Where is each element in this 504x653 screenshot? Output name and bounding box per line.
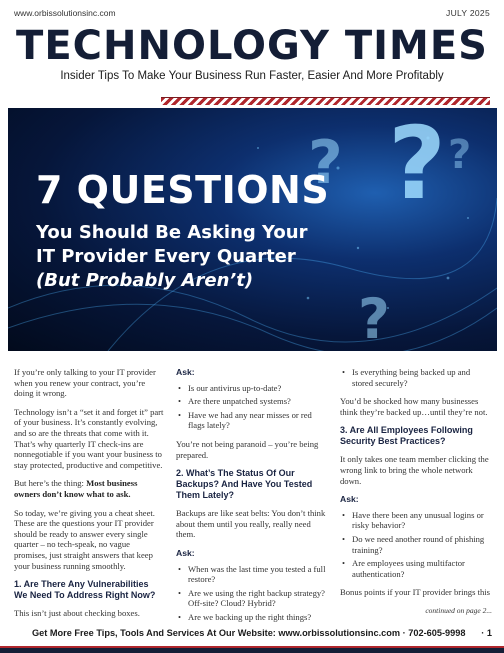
paragraph: You’d be shocked how many businesses think they’re backed up…until they’re not. bbox=[340, 396, 488, 417]
list-item: • Are we backing up the right things? bbox=[176, 612, 326, 623]
article-column-2 bbox=[176, 367, 326, 631]
decorative-stripes bbox=[161, 97, 490, 105]
paragraph: It only takes one team member clicking the wrong link to bring the whole network down. bbox=[340, 454, 489, 486]
list-item: • Have there been any unusual logins or risky behavior? bbox=[340, 510, 492, 531]
list-item: • Is our antivirus up-to-date? bbox=[176, 383, 326, 394]
section-heading-1: 1. Are There Any Vulnerabilities We Need To Address Right Now? bbox=[14, 579, 156, 601]
question-list bbox=[176, 564, 326, 623]
paragraph: You’re not being paranoid – you’re being prepared. bbox=[176, 438, 319, 460]
question-list bbox=[340, 510, 492, 580]
ask-label: Ask: bbox=[176, 367, 195, 377]
issue-date: JULY 2025 bbox=[446, 8, 490, 18]
question-mark-medium-icon: ? bbox=[308, 128, 343, 198]
section-heading-2: 2. What’s The Status Of Our Backups? And Have You Tested Them Lately? bbox=[176, 468, 313, 501]
bottom-rule bbox=[0, 646, 504, 653]
list-item: • Have we had any near misses or red flags lately? bbox=[176, 410, 326, 431]
list-item: • Do we need another round of phishing training? bbox=[340, 534, 492, 555]
question-mark-lower-icon: ? bbox=[358, 287, 390, 351]
hero-headline: 7 QUESTIONS bbox=[36, 168, 330, 212]
section-heading-3: 3. Are All Employees Following Security Best Practices? bbox=[340, 425, 473, 447]
website-url[interactable]: www.orbissolutionsinc.com bbox=[14, 8, 116, 18]
paragraph: Technology isn’t a “set it and forget it” part of your business. It’s constantly evolving, and so are the threats that come with it. That’s why quarterly IT check-ins are nonnegotiable if you want your business to stay protected, productive and competitive. bbox=[14, 406, 164, 470]
article-column-3 bbox=[340, 367, 492, 617]
article-column-1 bbox=[14, 367, 164, 627]
list-item: • When was the last time you tested a full restore? bbox=[176, 564, 326, 585]
question-list bbox=[340, 367, 492, 388]
page-footer bbox=[0, 626, 504, 644]
paragraph: If you’re only talking to your IT provider when you renew your contract, you’re doing it wrong. bbox=[14, 367, 156, 399]
hero-banner bbox=[8, 108, 497, 351]
list-item: • Are there unpatched systems? bbox=[176, 396, 326, 407]
ask-label: Ask: bbox=[340, 494, 359, 505]
paragraph: Bonus points if your IT provider brings this bbox=[340, 587, 490, 598]
paragraph-lead: But here’s the thing: bbox=[14, 478, 87, 489]
ask-label: Ask: bbox=[176, 547, 195, 558]
page-number: · 1 bbox=[481, 628, 492, 638]
list-item: • Are we using the right backup strategy? Off-site? Cloud? Hybrid? bbox=[176, 588, 326, 609]
hero-subheadline bbox=[36, 221, 336, 269]
top-bar bbox=[14, 6, 490, 20]
list-item: • Are employees using multifactor authentication? bbox=[340, 558, 492, 579]
newsletter-tagline: Insider Tips To Make Your Business Run Faster, Easier And More Profitably bbox=[60, 70, 444, 82]
hero-subheadline-italic: (But Probably Aren’t) bbox=[36, 270, 254, 291]
question-list bbox=[176, 383, 326, 431]
footer-text: Get More Free Tips, Tools And Services At Our Website: www.orbissolutionsinc.com · 702-605-9998 bbox=[32, 628, 466, 638]
paragraph: This isn’t just about checking boxes. bbox=[14, 608, 140, 619]
paragraph bbox=[14, 478, 164, 499]
hero-subheadline-line2: IT Provider Every Quarter bbox=[36, 246, 296, 267]
paragraph: Backups are like seat belts: You don’t think about them until you really, really need them. bbox=[176, 508, 326, 540]
continued-note: continued on page 2... bbox=[425, 605, 492, 615]
list-item: • Is everything being backed up and stored securely? bbox=[340, 367, 492, 388]
newsletter-masthead: TECHNOLOGY TIMES bbox=[16, 23, 488, 69]
paragraph-emphasis: Most business owners don’t know what to ask. bbox=[14, 478, 138, 499]
paragraph: So today, we’re giving you a cheat sheet. These are the questions your IT provider should be ready to answer every single quarter – no tech-speak, no vague promises, just straight answers that keep your business running smoothly. bbox=[14, 507, 155, 571]
hero-subheadline-line1: You Should Be Asking Your bbox=[36, 222, 308, 243]
question-mark-large-icon: ? bbox=[388, 108, 447, 222]
question-mark-small-icon: ? bbox=[448, 132, 472, 178]
